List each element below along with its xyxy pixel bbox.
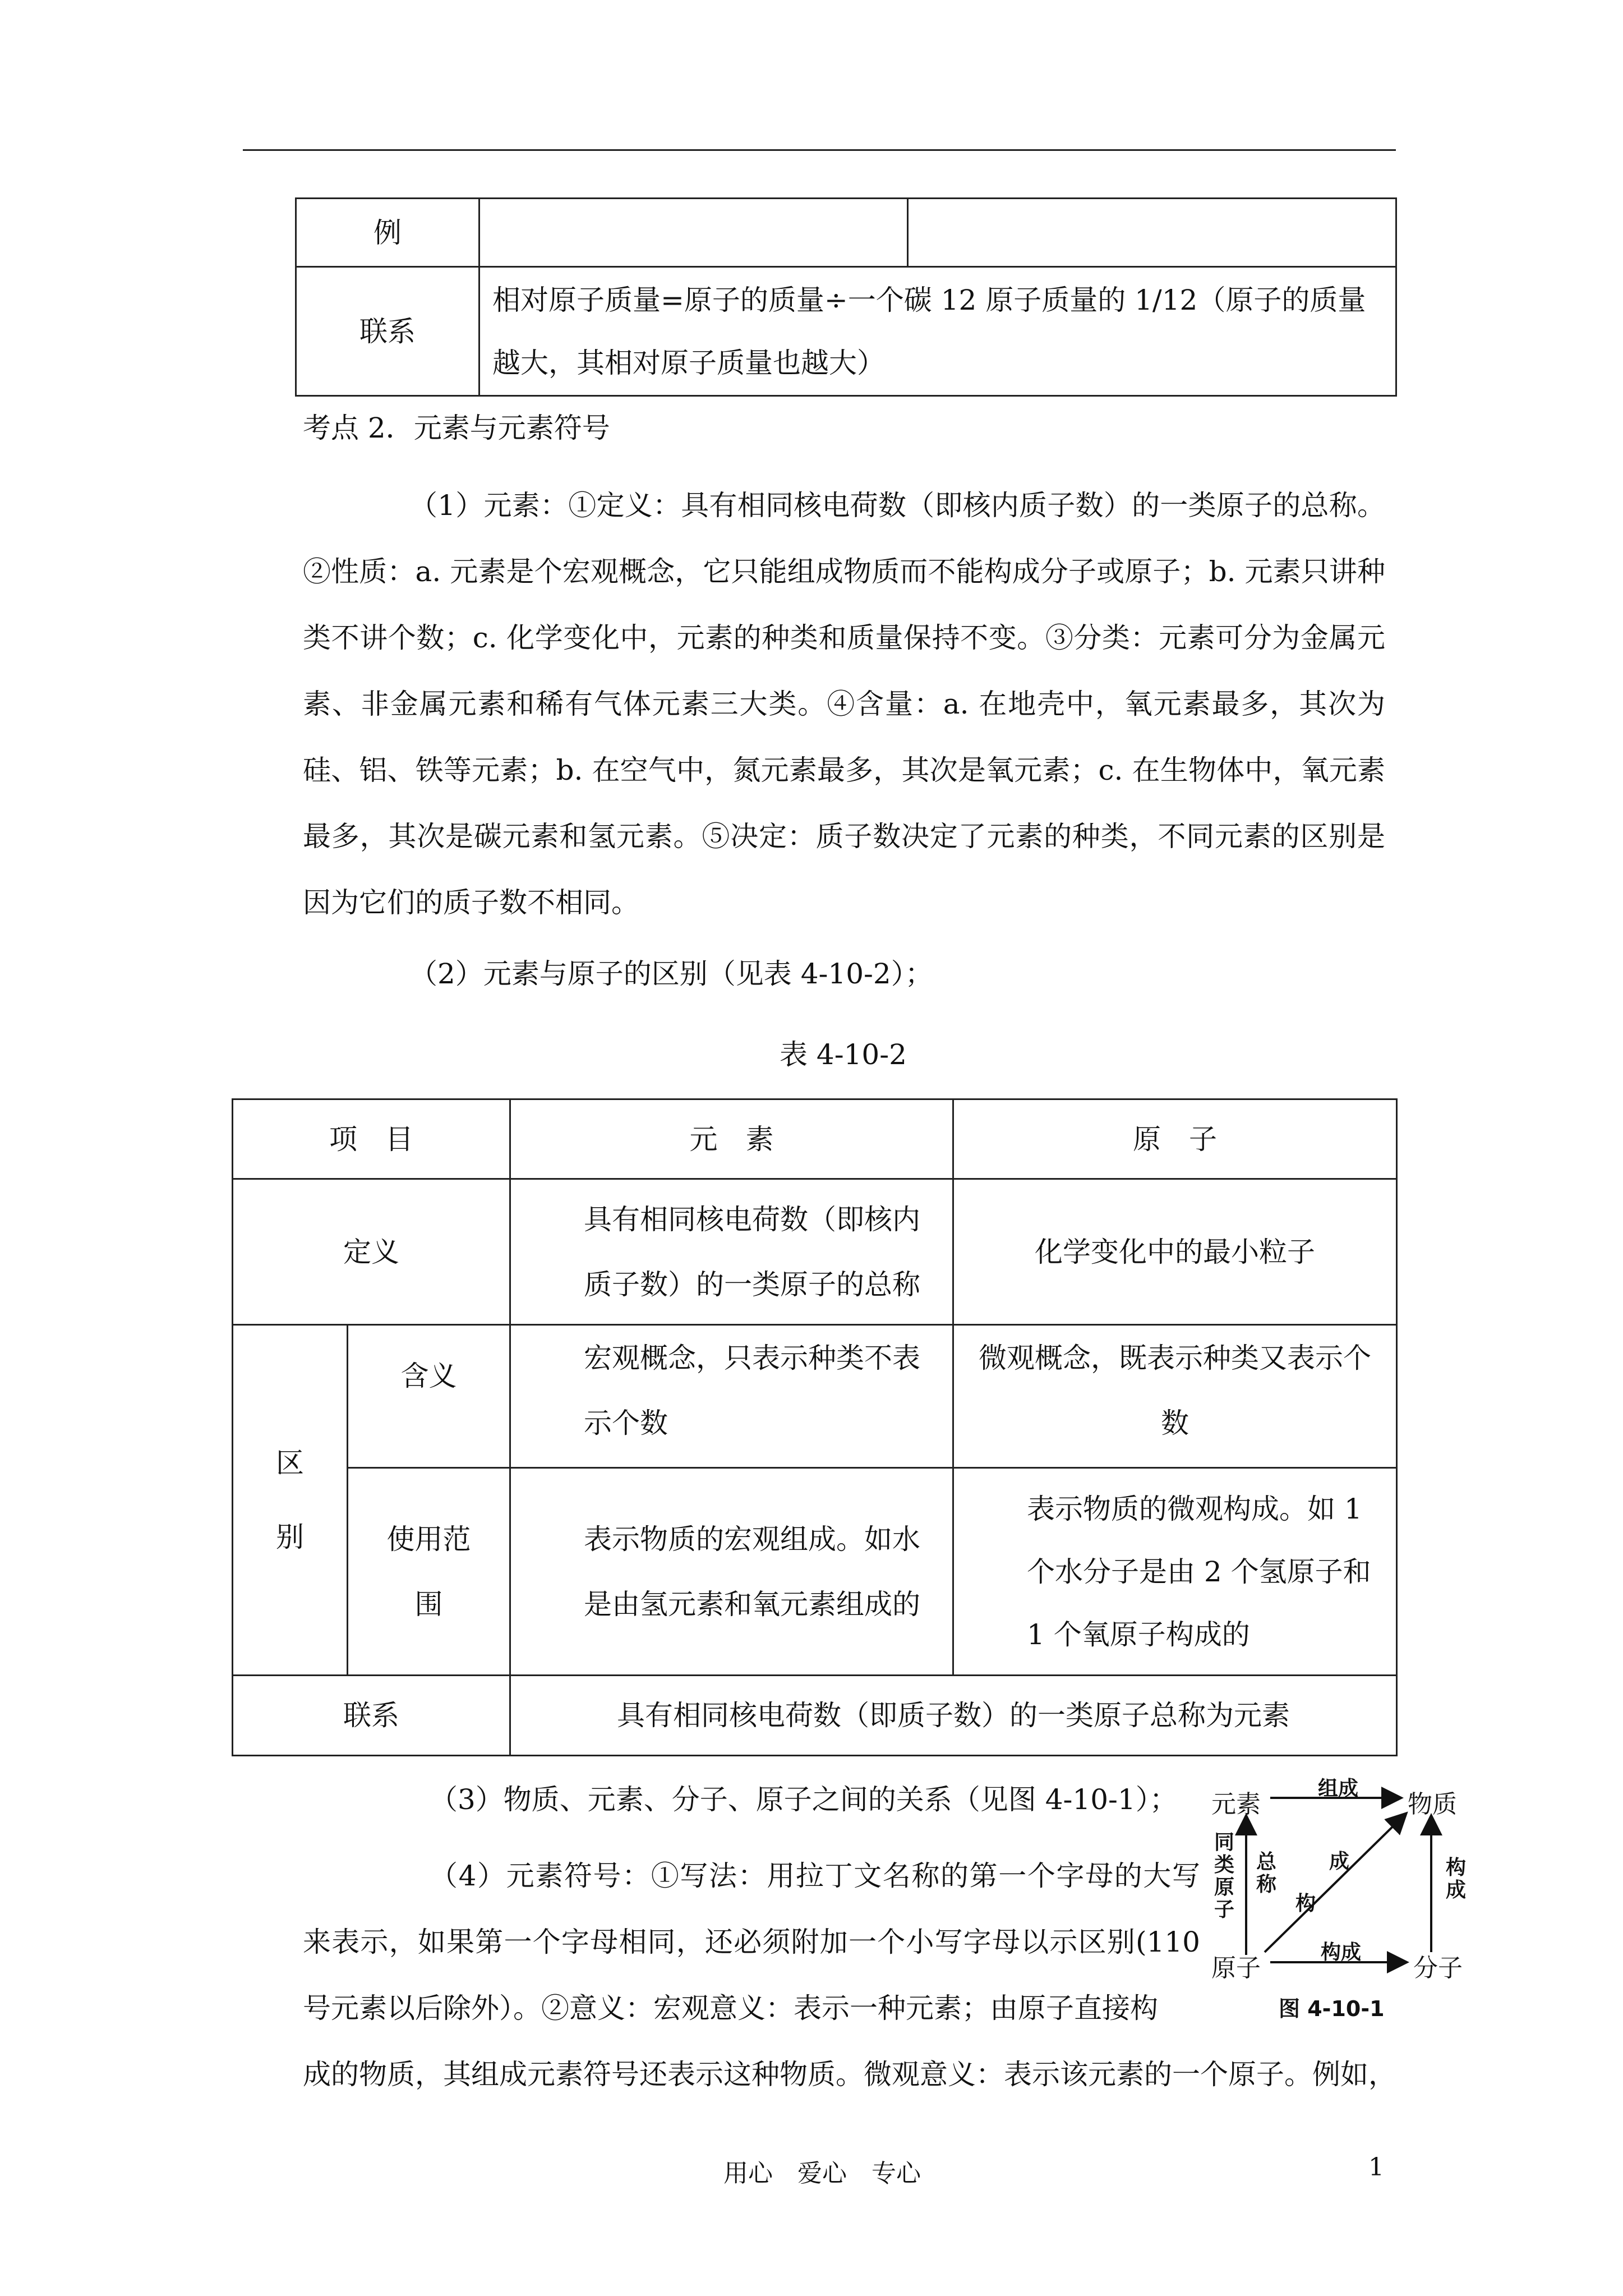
label-difference: 区别	[233, 1325, 348, 1676]
section-heading: 考点 2．元素与元素符号	[303, 412, 610, 444]
footer-motto: 用心 爱心 专心	[723, 2159, 921, 2188]
header-element: 元 素	[510, 1099, 953, 1179]
usage-atom: 表示物质的微观构成。如 1 个水分子是由 2 个氢原子和 1 个氧原子构成的	[953, 1468, 1397, 1676]
table-relative-atomic-mass	[295, 197, 1397, 397]
table-row	[233, 1099, 1397, 1179]
row-label-example: 例	[296, 199, 479, 267]
table-row	[296, 267, 1396, 396]
label-relation: 联系	[233, 1676, 510, 1756]
definition-atom: 化学变化中的最小粒子	[953, 1179, 1397, 1325]
node-atom: 原子	[1211, 1954, 1261, 1982]
paragraph-relationship: （3）物质、元素、分子、原子之间的关系（见图 4-10-1）；	[430, 1783, 1178, 1816]
figure-caption: 图 4-10-1	[1279, 1996, 1385, 2021]
page-number: 1	[1368, 2153, 1384, 2182]
table-row	[233, 1468, 1397, 1676]
meaning-atom: 微观概念，既表示种类又表示个数	[953, 1325, 1397, 1468]
edge-label-constitute-bottom: 构成	[1321, 1941, 1362, 1964]
relationship-diagram	[1211, 1773, 1481, 2019]
edge-label-general-term: 总称	[1256, 1851, 1277, 1896]
arrow-atom-to-substance	[1265, 1815, 1405, 1952]
edge-label-compose: 组成	[1318, 1777, 1359, 1800]
definition-element: 具有相同核电荷数（即核内质子数）的一类原子的总称	[510, 1179, 953, 1325]
usage-element: 表示物质的宏观组成。如水是由氢元素和氧元素组成的	[510, 1468, 953, 1676]
paragraph-element-definition: （1）元素：①定义：具有相同核电荷数（即核内质子数）的一类原子的总称。②性质：a. 元素是个宏观概念，它只能组成物质而不能构成分子或原子；b. 元素只讲种类不讲个数；c. 化学变化中，元素的种类和质量保持不变。③分类：元素可分为金属元素、非金属元素和稀有气体元素三大类。④含量：a. 在地壳中，氧元素最多，其次为硅、铝、铁等元素；b. 在空气中，氮元素最多，其次是氧元素；c. 在生物体中，氧元素最多，其次是碳元素和氢元素。⑤决定：质子数决定了元素的种类，不同元素的区别是因为它们的质子数不相同。	[303, 489, 1385, 919]
header-atom: 原 子	[953, 1099, 1397, 1179]
edge-label-form-1: 成	[1329, 1850, 1350, 1873]
node-element: 元素	[1211, 1790, 1261, 1819]
table-caption: 表 4-10-2	[780, 1038, 907, 1071]
edge-label-form-2: 构	[1295, 1892, 1316, 1915]
table-row	[233, 1179, 1397, 1325]
row-label-relation: 联系	[296, 267, 479, 396]
table-row	[233, 1325, 1397, 1468]
relation-text: 相对原子质量=原子的质量÷一个碳 12 原子质量的 1/12（原子的质量越大，其相对原子质量也越大）	[479, 267, 1396, 396]
paragraph-element-symbol-cont: 成的物质，其组成元素符号还表示这种物质。微观意义：表示该元素的一个原子。例如，	[303, 2058, 1396, 2091]
table-row	[233, 1676, 1397, 1756]
table-element-vs-atom	[232, 1098, 1398, 1756]
paragraph-difference-intro: （2）元素与原子的区别（见表 4-10-2）；	[409, 958, 933, 990]
paragraph-element-symbol: （4）元素符号：①写法：用拉丁文名称的第一个字母的大写来表示，如果第一个字母相同，还必须附加一个小写字母以示区别(110 号元素以后除外）。②意义：宏观意义：表示一种元素；由原子直接构	[303, 1860, 1200, 2024]
edge-label-same-atoms: 同类原子	[1214, 1831, 1235, 1921]
node-substance: 物质	[1408, 1790, 1457, 1819]
node-molecule: 分子	[1413, 1954, 1463, 1982]
label-meaning: 含义	[348, 1325, 510, 1468]
empty-cell	[479, 199, 908, 267]
meaning-element: 宏观概念，只表示种类不表示个数	[510, 1325, 953, 1468]
label-usage: 使用范围	[348, 1468, 510, 1676]
header-rule	[243, 149, 1396, 151]
label-definition: 定义	[233, 1179, 510, 1325]
header-item: 项 目	[233, 1099, 510, 1179]
table-row	[296, 199, 1396, 267]
relation-text: 具有相同核电荷数（即质子数）的一类原子总称为元素	[510, 1676, 1397, 1756]
empty-cell	[908, 199, 1396, 267]
edge-label-constitute-right: 构成	[1446, 1856, 1467, 1902]
